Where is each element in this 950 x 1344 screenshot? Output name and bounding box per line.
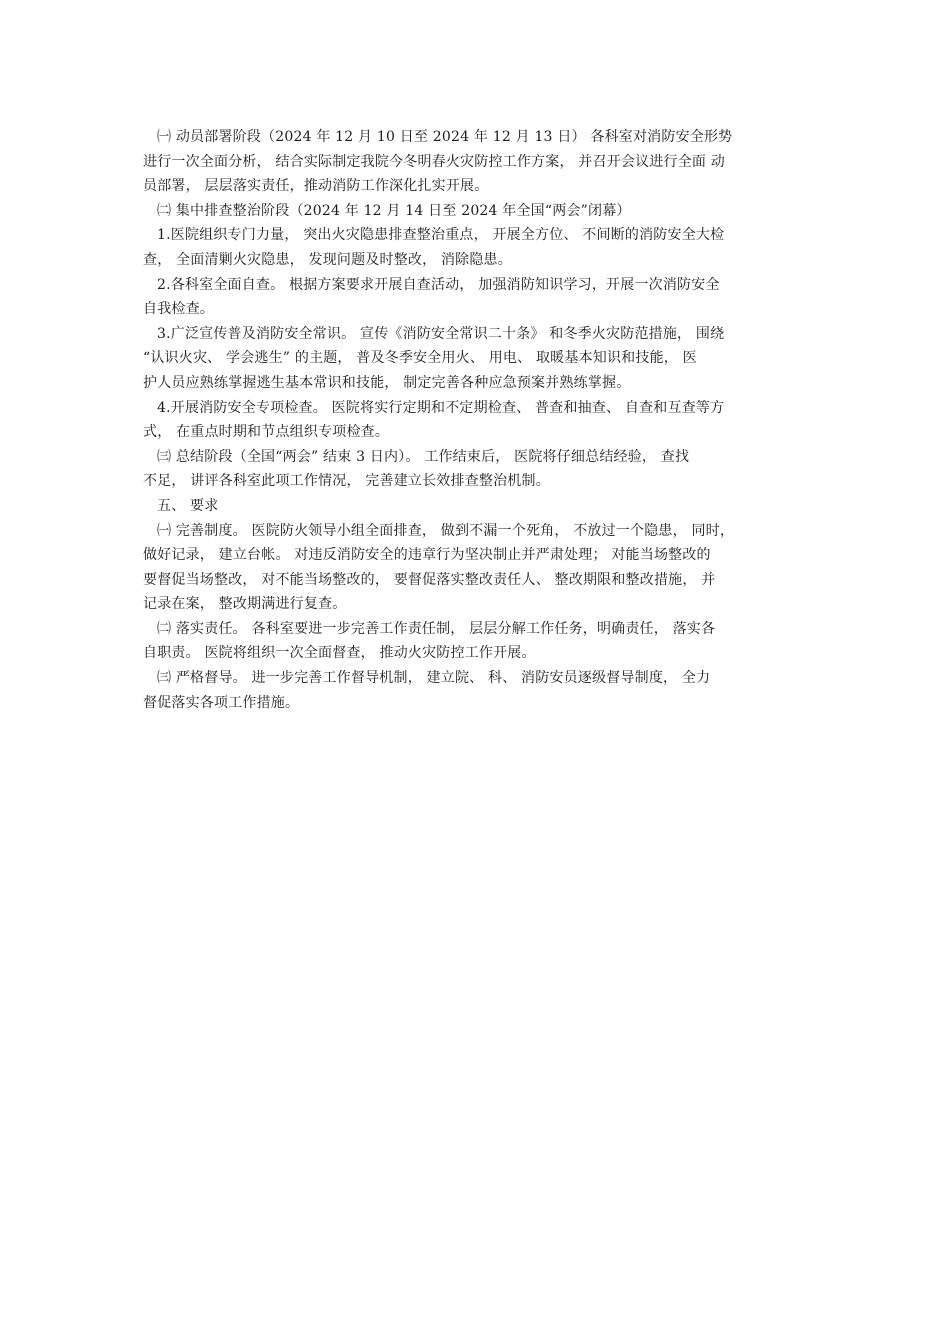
text-line: “认识火灾、 学会逃生” 的主题， 普及冬季安全用火、 用电、 取暖基本知识和技能， 医 [143, 350, 697, 367]
text-line: ㈡ 集中排查整治阶段（2024 年 12 月 14 日至 2024 年全国“两会”闭幕） [157, 202, 631, 219]
paragraph-req-responsibility [143, 617, 810, 666]
paragraph-phase-rectification [143, 199, 810, 224]
paragraph-item-4 [143, 396, 810, 445]
text-line: 自职责。 医院将组织一次全面督查， 推动火灾防控工作开展。 [143, 645, 536, 662]
text-line: ㈡ 落实责任。 各科室要进一步完善工作责任制， 层层分解工作任务，明确责任， 落实各 [157, 620, 716, 637]
text-line: 2.各科室全面自查。 根据方案要求开展自查活动， 加强消防知识学习，开展一次消防安全 [157, 276, 720, 293]
text-line: ㈢ 总结阶段（全国“两会” 结束 3 日内）。 工作结束后， 医院将仔细总结经验， 查找 [157, 448, 690, 465]
text-line: 要督促当场整改， 对不能当场整改的， 要督促落实整改责任人、 整改期限和整改措施， 并 [143, 571, 716, 588]
text-line: 员部署， 层层落实责任，推动消防工作深化扎实开展。 [143, 178, 489, 195]
text-line: 式， 在重点时期和节点组织专项检查。 [143, 424, 390, 441]
text-line: 进行一次全面分析， 结合实际制定我院今冬明春火灾防控工作方案， 并召开会议进行全面 动 [143, 153, 725, 170]
paragraph-item-3 [143, 322, 810, 396]
text-line: 查， 全面清剿火灾隐患， 发现问题及时整改， 消除隐患。 [143, 251, 512, 268]
text-line: ㈠ 动员部署阶段（2024 年 12 月 10 日至 2024 年 12 月 13 日） 各科室对消防安全形势 [157, 129, 733, 145]
text-line: 记录在案， 整改期满进行复查。 [143, 596, 347, 613]
paragraph-req-system [143, 519, 810, 617]
section-heading-requirements [143, 494, 810, 519]
text-line: 4.开展消防安全专项检查。 医院将实行定期和不定期检查、 普查和抽查、 自查和互查等方 [157, 399, 725, 416]
text-line: ㈠ 完善制度。 医院防火领导小组全面排查， 做到不漏一个死角， 不放过一个隐患， 同时， [157, 522, 735, 539]
text-line: 不足， 讲评各科室此项工作情况， 完善建立长效排查整治机制。 [143, 473, 550, 490]
text-line: 护人员应熟练掌握逃生基本常识和技能， 制定完善各种应急预案并熟练掌握。 [143, 374, 631, 391]
text-line: 3.广泛宣传普及消防安全常识。 宣传《消防安全常识二十条》 和冬季火灾防范措施， 围绕 [157, 325, 725, 342]
text-line: 做好记录， 建立台帐。 对违反消防安全的违章行为坚决制止并严肃处理； 对能当场整改的 [143, 547, 711, 564]
paragraph-item-2 [143, 273, 810, 322]
paragraph-req-supervision [143, 666, 810, 715]
text-line: 督促落实各项工作措施。 [143, 694, 300, 711]
text-line: ㈢ 严格督导。 进一步完善工作督导机制， 建立院、 科、 消防安员逐级督导制度， 全力 [157, 670, 711, 687]
document-body [143, 125, 810, 715]
text-line: 自我检查。 [143, 301, 214, 318]
text-line: 1.医院组织专门力量， 突出火灾隐患排查整治重点， 开展全方位、 不间断的消防安全大检 [157, 227, 725, 244]
paragraph-phase-mobilization [143, 125, 810, 199]
paragraph-phase-summary [143, 445, 810, 494]
text-line: 五、 要求 [157, 497, 219, 514]
paragraph-item-1 [143, 223, 810, 272]
